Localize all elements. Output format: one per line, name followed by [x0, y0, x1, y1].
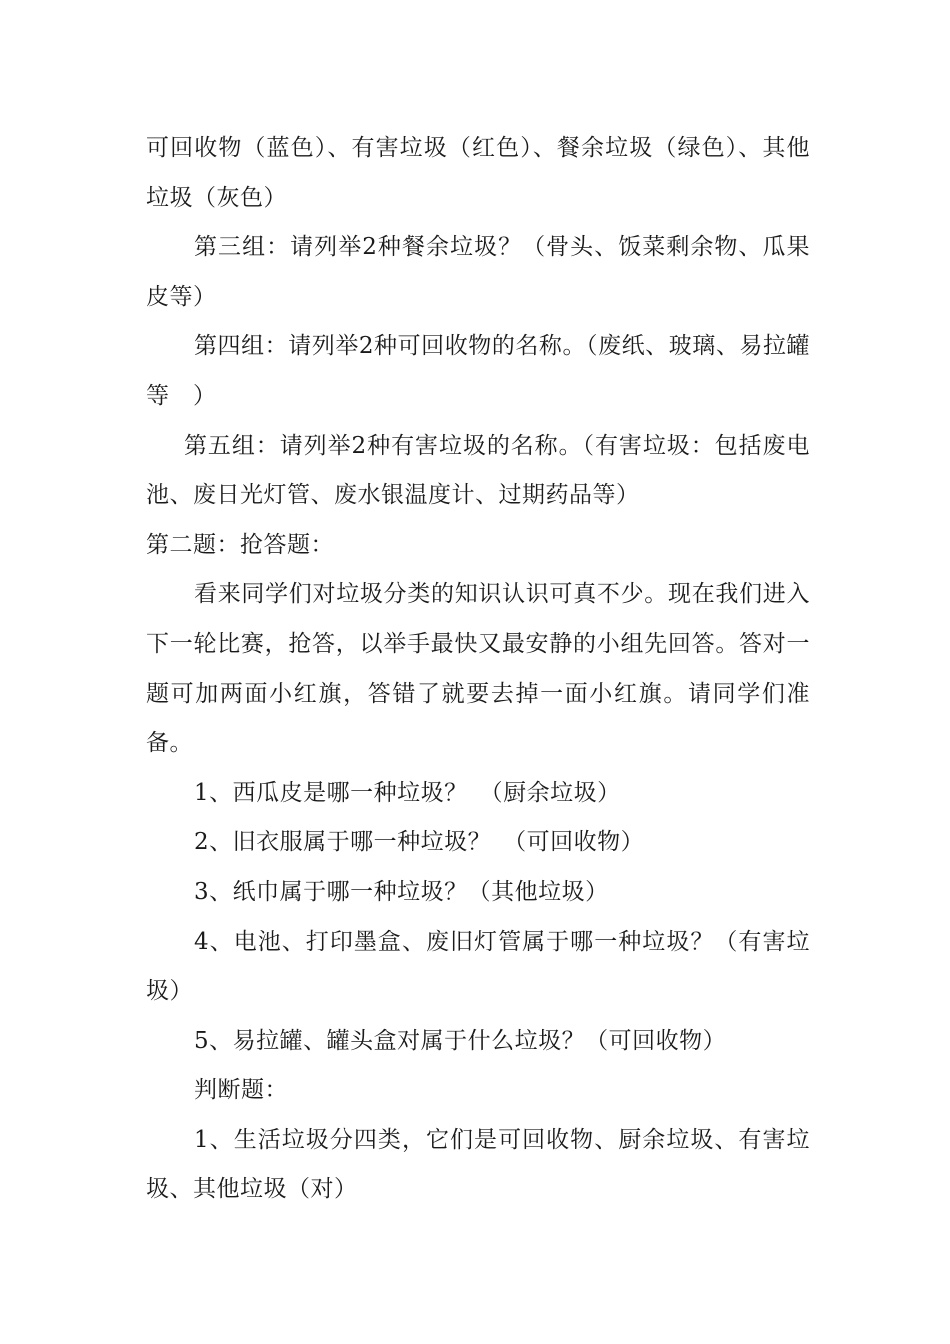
paragraph-quick-answer-intro: 看来同学们对垃圾分类的知识认识可真不少。现在我们进入下一轮比赛，抢答，以举手最快又最安静的小组先回答。答对一题可加两面小红旗，答错了就要去掉一面小红旗。请同学们准备。 — [146, 581, 810, 757]
paragraph-group-four-question: 第四组：请列举2种可回收物的名称。（废纸、玻璃、易拉罐等 ） — [146, 333, 810, 409]
section-heading-true-false: 判断题： — [194, 1077, 288, 1104]
paragraph-group-three-question: 第三组：请列举2种餐余垃圾？（骨头、饭菜剩余物、瓜果皮等） — [146, 234, 810, 310]
document-body — [146, 124, 810, 1215]
question-item-2: 2、旧衣服属于哪一种垃圾？ （可回收物） — [194, 829, 645, 856]
section-heading-quick-answer: 第二题：抢答题： — [146, 531, 334, 558]
true-false-item-1: 1、生活垃圾分四类，它们是可回收物、厨余垃圾、有害垃圾、其他垃圾（对） — [146, 1126, 810, 1203]
paragraph-bin-colors: 可回收物（蓝色）、有害垃圾（红色）、餐余垃圾（绿色）、其他垃圾（灰色） — [146, 135, 810, 211]
question-item-5: 5、易拉罐、罐头盒对属于什么垃圾？（可回收物） — [194, 1027, 727, 1054]
question-item-1: 1、西瓜皮是哪一种垃圾？ （厨余垃圾） — [194, 779, 621, 806]
paragraph-group-five-question: 第五组：请列举2种有害垃圾的名称。（有害垃圾：包括废电池、废日光灯管、废水银温度计、过期药品等） — [146, 432, 810, 509]
question-item-3: 3、纸巾属于哪一种垃圾？（其他垃圾） — [194, 878, 609, 905]
question-item-4: 4、电池、打印墨盒、废旧灯管属于哪一种垃圾？（有害垃圾） — [146, 928, 810, 1005]
